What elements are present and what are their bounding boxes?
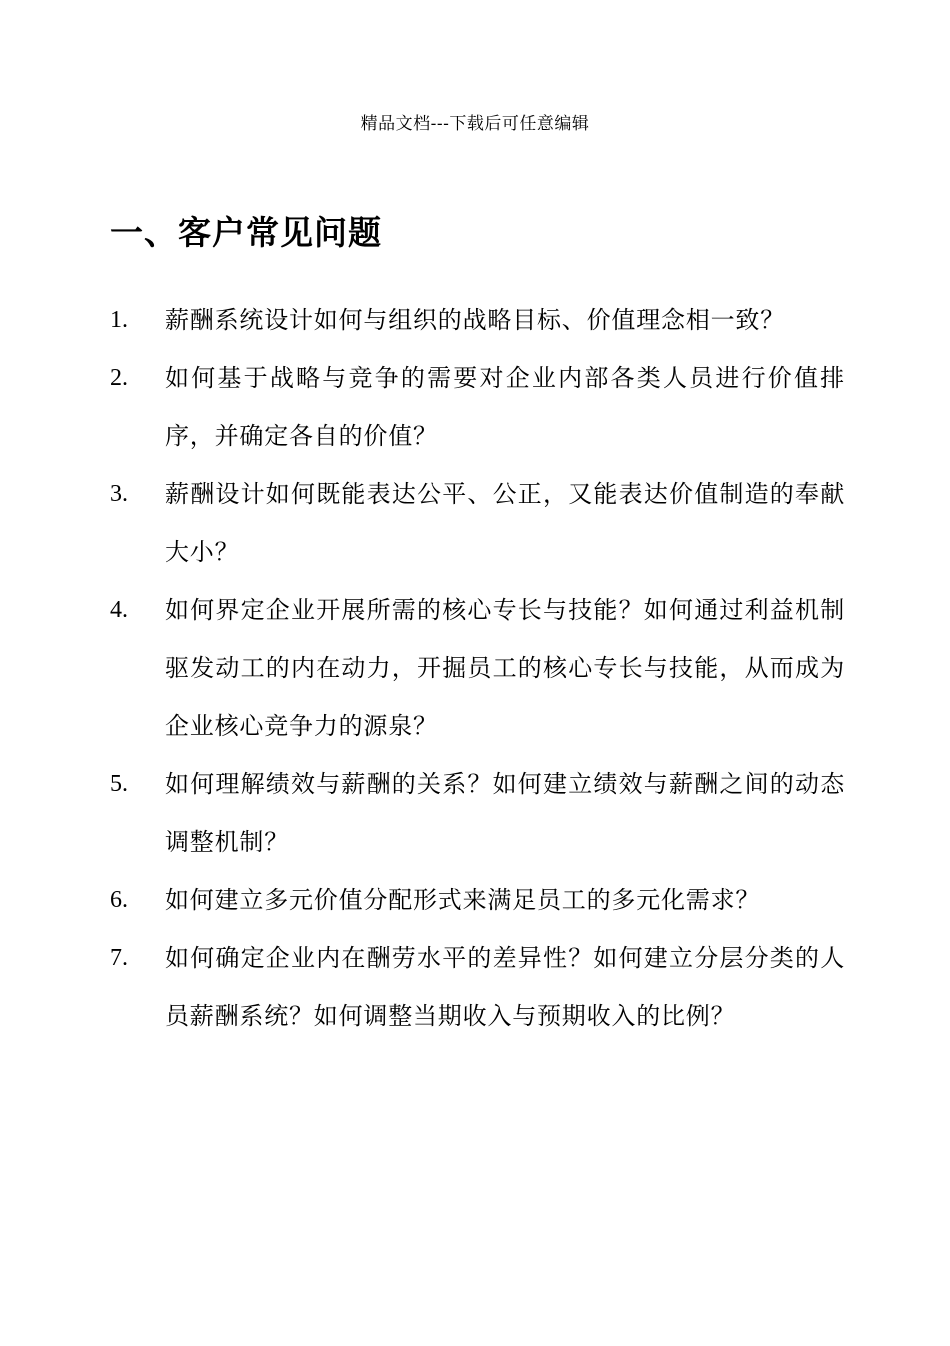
question-item-2 bbox=[110, 349, 845, 465]
question-item-4 bbox=[110, 581, 845, 755]
page-header: 精品文档---下载后可任意编辑 bbox=[360, 114, 590, 134]
section-title: 一、客户常见问题 bbox=[110, 213, 382, 252]
question-item-7 bbox=[110, 929, 845, 1045]
question-number: 7. bbox=[110, 945, 128, 971]
question-text: 薪酬系统设计如何与组织的战略目标、价值理念相一致？ bbox=[165, 306, 785, 334]
question-number: 1. bbox=[110, 307, 128, 333]
question-text: 薪酬设计如何既能表达公平、公正，又能表达价值制造的奉献大小？ bbox=[165, 480, 845, 566]
question-list bbox=[110, 291, 845, 1045]
question-item-1 bbox=[110, 291, 845, 349]
question-number: 2. bbox=[110, 365, 128, 391]
question-item-3 bbox=[110, 465, 845, 581]
question-text: 如何界定企业开展所需的核心专长与技能？如何通过利益机制驱发动工的内在动力，开掘员工的核心专长与技能，从而成为企业核心竞争力的源泉？ bbox=[165, 596, 845, 740]
question-number: 6. bbox=[110, 887, 128, 913]
question-text: 如何确定企业内在酬劳水平的差异性？如何建立分层分类的人员薪酬系统？如何调整当期收入与预期收入的比例？ bbox=[165, 944, 845, 1030]
question-item-5 bbox=[110, 755, 845, 871]
question-item-6 bbox=[110, 871, 845, 929]
question-text: 如何理解绩效与薪酬的关系？如何建立绩效与薪酬之间的动态调整机制？ bbox=[165, 770, 845, 856]
question-text: 如何基于战略与竞争的需要对企业内部各类人员进行价值排序，并确定各自的价值？ bbox=[165, 364, 845, 450]
question-number: 3. bbox=[110, 481, 128, 507]
question-number: 4. bbox=[110, 597, 128, 623]
question-text: 如何建立多元价值分配形式来满足员工的多元化需求？ bbox=[165, 886, 761, 914]
question-number: 5. bbox=[110, 771, 128, 797]
